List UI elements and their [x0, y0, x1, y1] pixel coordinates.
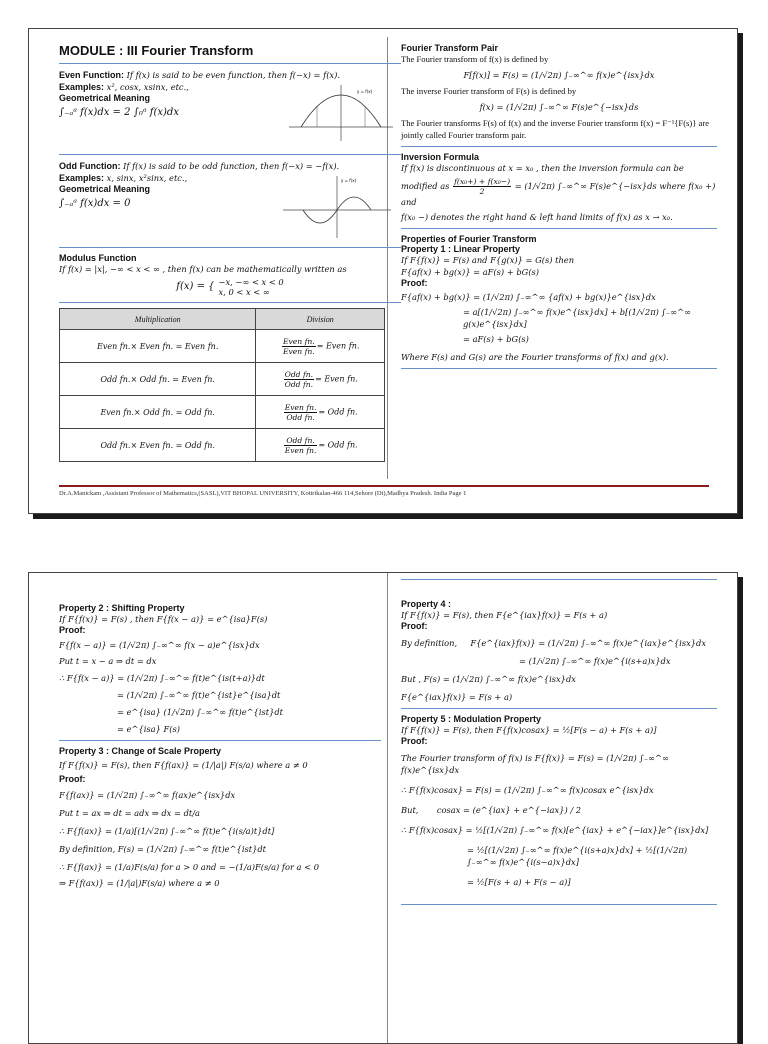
proof-line: ∴ F{f(ax)} = (1/a)F(s/a) for a > 0 and = −(1/a)F(s/a) for a < 0 — [59, 862, 320, 872]
table-cell: Even fn.× Odd fn. = Odd fn. — [60, 396, 256, 429]
fourier-pair-text-3: The Fourier transforms F(s) of f(x) and the inverse Fourier transform f(x) = F⁻¹{F(s)} are jointly called Fourier transform pair. — [401, 118, 710, 140]
fraction-denominator: 2 — [479, 187, 485, 196]
table-row — [60, 330, 385, 363]
divider — [401, 904, 717, 905]
inversion-text-2a: modified as — [401, 181, 450, 191]
inverse-transform-formula: f(x) = (1/√2π) ∫₋∞^∞ F(s)e^{−isx}ds — [479, 102, 639, 112]
fourier-pair-text-1: The Fourier transform of f(x) is defined by — [401, 54, 549, 64]
proof-line: ∴ F{f(x)cosax} = ½[(1/√2π) ∫₋∞^∞ f(x)[e^{iax} + e^{−iax}]e^{isx}dx] — [401, 825, 709, 835]
divider — [401, 146, 717, 147]
fraction-numerator: f(x₀+) + f(x₀−) — [454, 177, 511, 186]
left-column — [59, 603, 381, 893]
left-column — [59, 43, 401, 462]
even-function-graph — [287, 81, 395, 145]
proof-line: = (1/√2π) ∫₋∞^∞ f(t)e^{ist}e^{isa}dt — [117, 690, 281, 700]
proof-line: = ½[(1/√2π) ∫₋∞^∞ f(x)e^{i(s+a)x}dx] + ½[(1/√2π) ∫₋∞^∞ f(x)e^{i(s−a)x}dx] — [467, 845, 688, 867]
examples-label: Examples: — [59, 82, 105, 92]
proof-line: The Fourier transform of f(x) is F{f(x)} = F(s) = (1/√2π) ∫₋∞^∞ f(x)e^{isx}dx — [401, 753, 669, 775]
fraction-denominator: Even fn. — [282, 346, 315, 356]
divider — [59, 302, 401, 303]
divider — [59, 247, 401, 248]
proof-line: ∴ F{f(x − a)} = (1/√2π) ∫₋∞^∞ f(t)e^{is(t+a)}dt — [59, 673, 265, 683]
divider — [401, 228, 717, 229]
proof-line-body: cosax = (e^{iax} + e^{−iax}) / 2 — [436, 805, 582, 815]
fraction-result: = Even fn. — [315, 374, 358, 383]
proof-line: F{f(x − a)} = (1/√2π) ∫₋∞^∞ f(x − a)e^{isx}dx — [59, 640, 260, 650]
divider — [401, 708, 717, 709]
table-row — [60, 429, 385, 462]
proof-line: = e^{isa} (1/√2π) ∫₋∞^∞ f(t)e^{ist}dt — [117, 707, 284, 717]
fraction-result: = Odd fn. — [318, 440, 358, 449]
inversion-formula-label: Inversion Formula — [401, 152, 480, 162]
inversion-text-1: If f(x) is discontinuous at x = x₀ , then the inversion formula can be — [401, 163, 684, 173]
graph-label: y = f(x) — [357, 89, 373, 94]
page-footer: Dr.A.Manickam ,Assistant Professor of Mathematics,(SASL),VIT BHOPAL UNIVERSITY, Kottrikalan-466 114,Sehore (Dt),Madhya Pradesh. India Page 1 — [59, 490, 467, 497]
inversion-text-2b: = (1/√2π) ∫₋∞^∞ F(s)e^{−isx}ds where f(x₀ +) and — [401, 181, 716, 207]
fraction-numerator: Odd fn. — [284, 436, 318, 446]
table-cell — [256, 429, 385, 462]
table-cell — [256, 330, 385, 363]
fourier-pair-label: Fourier Transform Pair — [401, 43, 499, 53]
proof-label: Proof: — [401, 278, 428, 288]
fourier-transform-formula: F[f(x)] = F(s) = (1/√2π) ∫₋∞^∞ f(x)e^{isx}dx — [463, 70, 655, 80]
divider — [59, 154, 401, 155]
proof-line-2: = a[(1/√2π) ∫₋∞^∞ f(x)e^{isx}dx] + b[(1/√2π) ∫₋∞^∞ g(x)e^{isx}dx] — [463, 307, 692, 329]
modulus-function-label: Modulus Function — [59, 253, 137, 263]
even-function-text: If f(x) is said to be even function, then f(−x) = f(x). — [124, 70, 340, 80]
property-1-equation: F{af(x) + bg(x)} = aF(s) + bG(s) — [401, 267, 540, 277]
footer-rule — [59, 485, 709, 487]
document-page-1 — [28, 28, 738, 514]
even-integral-formula: ∫₋ₐᵃ f(x)dx = 2 ∫₀ᵃ f(x)dx — [59, 107, 179, 118]
property-2-text: If F{f(x)} = F(s) , then F{f(x − a)} = e^{isa}F(s) — [59, 614, 268, 624]
proof-line — [401, 637, 717, 649]
property-1-text: If F{f(x)} = F(s) and F{g(x)} = G(s) then — [401, 255, 575, 265]
fraction-denominator: Even fn. — [284, 445, 317, 455]
property-3-label: Property 3 : Change of Scale Property — [59, 746, 222, 756]
proof-line: = e^{isa} F(s) — [117, 724, 180, 734]
fraction-denominator: Odd fn. — [284, 379, 314, 389]
proof-line: ⇒ F{f(ax)} = (1/|a|)F(s/a) where a ≠ 0 — [59, 878, 220, 888]
parity-table — [59, 308, 385, 462]
proof-line-body: F{e^{iax}f(x)} = (1/√2π) ∫₋∞^∞ f(x)e^{iax}e^{isx}dx — [470, 638, 707, 648]
proof-line: ∴ F{f(x)cosax} = F(s) = (1/√2π) ∫₋∞^∞ f(x)cosax e^{isx}dx — [401, 785, 654, 795]
proof-line: ∴ F{f(ax)} = (1/a)[(1/√2π) ∫₋∞^∞ f(t)e^{i(s/a)t}dt] — [59, 826, 275, 836]
table-row — [60, 396, 385, 429]
modulus-text: If f(x) = |x|, −∞ < x < ∞ , then f(x) can be mathematically written as — [59, 264, 347, 274]
odd-function-section — [59, 160, 401, 242]
odd-examples: x, sinx, x²sinx, etc., — [104, 173, 188, 183]
proof-line-1: F{af(x) + bg(x)} = (1/√2π) ∫₋∞^∞ {af(x) + bg(x)}e^{isx}dx — [401, 292, 656, 302]
odd-function-graph — [281, 174, 393, 240]
property-5-text: If F{f(x)} = F(s), then F{f(x)cosax} = ½[F(s − a) + F(s + a)] — [401, 725, 657, 735]
modulus-piecewise — [59, 277, 401, 297]
fraction-numerator: Even fn. — [284, 402, 317, 412]
inversion-formula-line — [401, 177, 717, 208]
proof-label: Proof: — [59, 774, 86, 784]
odd-integral-formula: ∫₋ₐᵃ f(x)dx = 0 — [59, 198, 131, 209]
proof-line-prefix: But, — [401, 805, 419, 815]
proof-line: F{e^{iax}f(x)} = F(s + a) — [401, 692, 513, 702]
inversion-text-3: f(x₀ −) denotes the right hand & left hand limits of f(x) as x → x₀. — [401, 212, 673, 222]
property-1-note: Where F(s) and G(s) are the Fourier transforms of f(x) and g(x). — [401, 352, 669, 362]
property-5-label: Property 5 : Modulation Property — [401, 714, 542, 724]
table-row — [60, 363, 385, 396]
fraction-numerator: Even fn. — [282, 336, 315, 346]
fraction-denominator: Odd fn. — [286, 412, 315, 422]
proof-line: By definition, F(s) = (1/√2π) ∫₋∞^∞ f(t)e^{ist}dt — [59, 844, 266, 854]
modulus-section — [59, 253, 401, 297]
property-3-text: If F{f(x)} = F(s), then F{f(ax)} = (1/|a|) F(s/a) where a ≠ 0 — [59, 760, 308, 770]
right-column — [401, 43, 717, 374]
table-header: Division — [256, 309, 385, 330]
piecewise-case-2: x, 0 < x < ∞ — [218, 287, 270, 297]
fraction-result: = Odd fn. — [318, 407, 358, 416]
table-cell — [256, 363, 385, 396]
table-cell: Even fn.× Even fn. = Even fn. — [60, 330, 256, 363]
proof-label: Proof: — [59, 625, 86, 635]
property-1-label: Property 1 : Linear Property — [401, 244, 521, 254]
fraction-result: = Even fn. — [316, 341, 360, 350]
divider — [401, 368, 717, 369]
divider — [59, 740, 381, 741]
even-function-section — [59, 69, 401, 149]
fourier-pair-text-2: The inverse Fourier transform of F(s) is defined by — [401, 86, 577, 96]
even-function-label: Even Function: — [59, 70, 124, 80]
fraction-numerator: Odd fn. — [284, 369, 314, 379]
geometrical-meaning-label: Geometrical Meaning — [59, 93, 151, 103]
even-examples: x², cosx, xsinx, etc., — [104, 82, 189, 92]
odd-function-text: If f(x) is said to be odd function, then f(−x) = −f(x). — [120, 161, 340, 171]
piecewise-case-1: −x, −∞ < x < 0 — [218, 277, 284, 287]
divider — [59, 63, 401, 64]
proof-label: Proof: — [401, 621, 428, 631]
property-4-label: Property 4 : — [401, 599, 452, 609]
table-cell: Odd fn.× Odd fn. = Even fn. — [60, 363, 256, 396]
table-header: Multiplication — [60, 309, 256, 330]
properties-label: Properties of Fourier Transform — [401, 234, 537, 244]
geometrical-meaning-label: Geometrical Meaning — [59, 184, 151, 194]
piecewise-lhs: f(x) = { — [176, 281, 215, 292]
right-column — [401, 573, 717, 910]
proof-line — [401, 804, 717, 816]
column-divider — [387, 573, 388, 1043]
divider — [401, 579, 717, 580]
table-cell — [256, 396, 385, 429]
proof-line-prefix: By definition, — [401, 638, 458, 648]
proof-line: F{f(ax)} = (1/√2π) ∫₋∞^∞ f(ax)e^{isx}dx — [59, 790, 236, 800]
module-title: MODULE : III Fourier Transform — [59, 43, 254, 58]
proof-line: = (1/√2π) ∫₋∞^∞ f(x)e^{i(s+a)x}dx — [519, 656, 671, 666]
proof-line: = ½[F(s + a) + F(s − a)] — [467, 877, 571, 887]
property-4-text: If F{f(x)} = F(s), then F{e^{iax}f(x)} = F(s + a) — [401, 610, 608, 620]
odd-function-label: Odd Function: — [59, 161, 121, 171]
proof-line: But , F(s) = (1/√2π) ∫₋∞^∞ f(x)e^{isx}dx — [401, 674, 576, 684]
graph-label: y = f(x) — [341, 178, 357, 183]
proof-line-3: = aF(s) + bG(s) — [463, 334, 529, 344]
examples-label: Examples: — [59, 173, 105, 183]
proof-line: Put t = ax ⇒ dt = adx ⇒ dx = dt/a — [59, 808, 200, 818]
table-cell: Odd fn.× Even fn. = Odd fn. — [60, 429, 256, 462]
document-page-2 — [28, 572, 738, 1044]
proof-label: Proof: — [401, 736, 428, 746]
property-2-label: Property 2 : Shifting Property — [59, 603, 185, 613]
proof-line: Put t = x − a ⇒ dt = dx — [59, 656, 157, 666]
